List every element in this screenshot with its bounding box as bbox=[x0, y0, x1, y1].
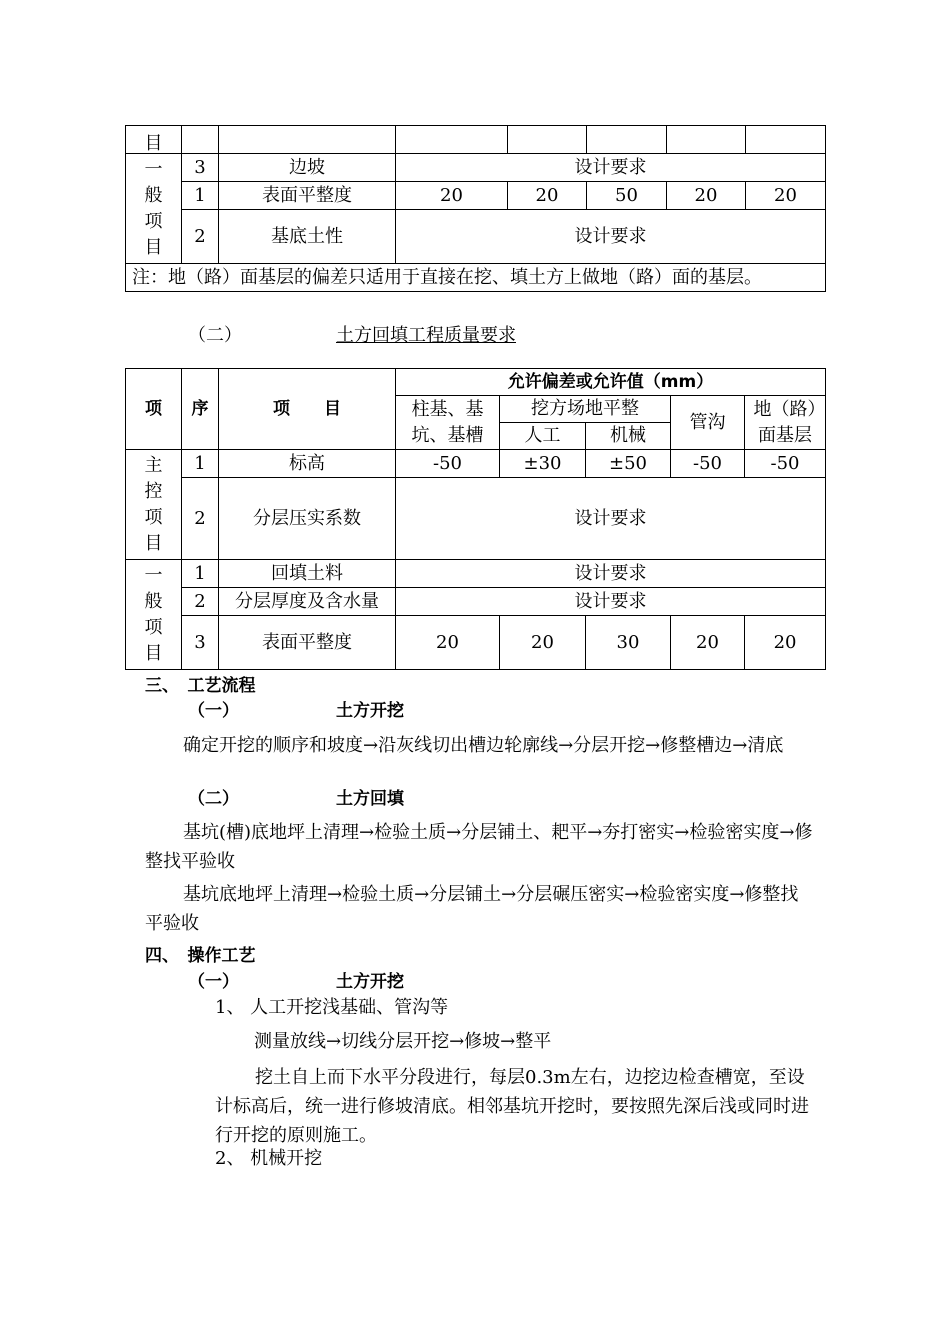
group-label-general: 一般项目 bbox=[126, 154, 182, 264]
group-label-main: 主控项目 bbox=[126, 450, 182, 560]
row-item: 标高 bbox=[219, 450, 396, 478]
header-name: 项 目 bbox=[219, 369, 396, 450]
header-mechanical: 机械 bbox=[586, 423, 671, 450]
header-site-leveling: 挖方场地平整 bbox=[500, 396, 671, 423]
header-foundation-pit: 柱基、基坑、基槽 bbox=[396, 396, 500, 450]
row-value: 设计要求 bbox=[396, 560, 826, 588]
subsection-title: 土方开挖 bbox=[336, 972, 404, 992]
row-value: -50 bbox=[396, 450, 500, 478]
row-number: 2 bbox=[182, 588, 219, 616]
row-value: -50 bbox=[671, 450, 745, 478]
section-title: 土方回填工程质量要求 bbox=[336, 325, 516, 346]
backfill-quality-table bbox=[125, 368, 826, 670]
row-value: 20 bbox=[396, 182, 508, 210]
row-value: 30 bbox=[586, 616, 671, 670]
group-label-tail: 目 bbox=[126, 126, 182, 154]
flow-text: 测量放线→切线分层开挖→修坡→整平 bbox=[254, 1031, 552, 1052]
row-value: 20 bbox=[671, 616, 745, 670]
row-number: 1 bbox=[182, 182, 219, 210]
subsection-index: （二） bbox=[188, 789, 239, 809]
table-row bbox=[126, 182, 826, 210]
section-heading-operation: 四、 操作工艺 bbox=[145, 946, 256, 966]
row-item: 分层厚度及含水量 bbox=[219, 588, 396, 616]
subsection-title: 土方回填 bbox=[336, 789, 404, 809]
table-note-row bbox=[126, 264, 826, 292]
row-item: 分层压实系数 bbox=[219, 478, 396, 560]
header-pipe-trench: 管沟 bbox=[671, 396, 745, 450]
row-value: 设计要求 bbox=[396, 210, 826, 264]
row-item: 表面平整度 bbox=[219, 616, 396, 670]
process-backfill-text-2: 基坑底地坪上清理→检验土质→分层铺土→分层碾压密实→检验密实度→修整找平验收 bbox=[145, 884, 799, 934]
process-backfill-text-1: 基坑(槽)底地坪上清理→检验土质→分层铺土、耙平→夯打密实→检验密实度→修整找平验收 bbox=[145, 822, 813, 872]
row-value: 20 bbox=[667, 182, 746, 210]
excavation-quality-table-continued bbox=[125, 125, 826, 292]
table-row bbox=[126, 588, 826, 616]
row-value: 20 bbox=[500, 616, 586, 670]
table-row bbox=[126, 560, 826, 588]
table-note: 注：地（路）面基层的偏差只适用于直接在挖、填土方上做地（路）面的基层。 bbox=[126, 264, 826, 292]
row-value: ±30 bbox=[500, 450, 586, 478]
row-value: 50 bbox=[587, 182, 667, 210]
subsection-index: （一） bbox=[188, 972, 239, 992]
table-row bbox=[126, 126, 826, 154]
section-index: （二） bbox=[188, 325, 242, 346]
row-value: 20 bbox=[396, 616, 500, 670]
table-row bbox=[126, 154, 826, 182]
row-item: 表面平整度 bbox=[219, 182, 396, 210]
row-number: 1 bbox=[182, 560, 219, 588]
table-row bbox=[126, 450, 826, 478]
header-manual: 人工 bbox=[500, 423, 586, 450]
row-value: 设计要求 bbox=[396, 478, 826, 560]
row-number: 3 bbox=[182, 154, 219, 182]
row-value: -50 bbox=[745, 450, 826, 478]
subsection-title: 土方开挖 bbox=[336, 701, 404, 721]
table-header-row bbox=[126, 369, 826, 396]
header-seq: 序 bbox=[182, 369, 219, 450]
operation-text: 挖土自上而下水平分段进行，每层0.3m左右，边挖边检查槽宽，至设计标高后，统一进行修坡清底。相邻基坑开挖时，要按照先深后浅或同时进行开挖的原则施工。 bbox=[215, 1067, 809, 1146]
header-item: 项 bbox=[126, 369, 182, 450]
row-value: ±50 bbox=[586, 450, 671, 478]
row-value: 设计要求 bbox=[396, 154, 826, 182]
row-item: 回填土料 bbox=[219, 560, 396, 588]
list-item: 1、 人工开挖浅基础、管沟等 bbox=[215, 997, 449, 1018]
row-item: 边坡 bbox=[219, 154, 396, 182]
row-value: 20 bbox=[746, 182, 826, 210]
row-value: 设计要求 bbox=[396, 588, 826, 616]
row-value: 20 bbox=[508, 182, 587, 210]
table-row bbox=[126, 478, 826, 560]
table-row bbox=[126, 210, 826, 264]
subsection-index: （一） bbox=[188, 701, 239, 721]
row-number: 1 bbox=[182, 450, 219, 478]
table-row bbox=[126, 616, 826, 670]
section-heading-process: 三、 工艺流程 bbox=[145, 676, 256, 696]
row-value: 20 bbox=[745, 616, 826, 670]
row-number: 2 bbox=[182, 210, 219, 264]
process-excavation-text: 确定开挖的顺序和坡度→沿灰线切出槽边轮廓线→分层开挖→修整槽边→清底 bbox=[183, 735, 784, 756]
header-road-base: 地（路）面基层 bbox=[745, 396, 826, 450]
group-label-general: 一般项目 bbox=[126, 560, 182, 670]
row-number: 3 bbox=[182, 616, 219, 670]
row-number: 2 bbox=[182, 478, 219, 560]
list-item: 2、 机械开挖 bbox=[215, 1148, 323, 1169]
header-tolerance-group: 允许偏差或允许值（mm） bbox=[396, 369, 826, 396]
row-item: 基底土性 bbox=[219, 210, 396, 264]
